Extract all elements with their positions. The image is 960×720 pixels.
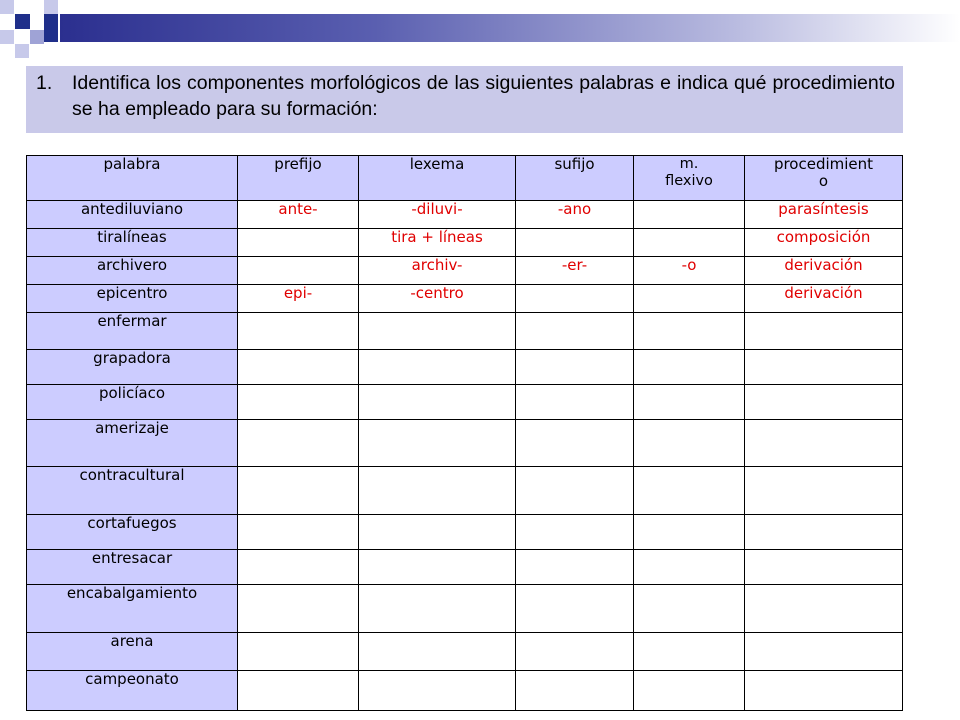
cell-word: epicentro — [27, 285, 238, 313]
cell-m-flexivo — [634, 515, 745, 550]
cell-lexema — [359, 313, 516, 350]
cell-lexema — [359, 585, 516, 633]
cell-m-flexivo — [634, 385, 745, 420]
cell-word: archivero — [27, 257, 238, 285]
cell-word: entresacar — [27, 550, 238, 585]
cell-lexema — [359, 550, 516, 585]
cell-sufijo — [516, 515, 634, 550]
cell-procedimiento: parasíntesis — [745, 201, 903, 229]
header-procedimiento-line2: o — [818, 172, 829, 190]
cell-prefijo — [238, 257, 359, 285]
cell-sufijo — [516, 285, 634, 313]
table-row — [27, 201, 903, 229]
cell-prefijo — [238, 585, 359, 633]
cell-sufijo — [516, 313, 634, 350]
cell-word: cortafuegos — [27, 515, 238, 550]
header-m-flexivo-line2: flexivo — [665, 173, 713, 189]
cell-procedimiento: composición — [745, 229, 903, 257]
cell-m-flexivo: -o — [634, 257, 745, 285]
cell-sufijo — [516, 633, 634, 671]
cell-word: enfermar — [27, 313, 238, 350]
instruction-text: Identifica los componentes morfológicos de las siguientes palabras e indica qué procedimiento se ha empleado para su formación: — [72, 72, 895, 120]
cell-lexema: -diluvi- — [359, 201, 516, 229]
cell-m-flexivo — [634, 285, 745, 313]
cell-word: amerizaje — [27, 420, 238, 467]
cell-prefijo — [238, 350, 359, 385]
table-row — [27, 585, 903, 633]
cell-sufijo: -ano — [516, 201, 634, 229]
cell-prefijo — [238, 313, 359, 350]
cell-m-flexivo — [634, 350, 745, 385]
cell-procedimiento — [745, 313, 903, 350]
cell-sufijo — [516, 671, 634, 711]
table-header-row — [27, 156, 903, 201]
table-row — [27, 550, 903, 585]
table-row — [27, 633, 903, 671]
cell-m-flexivo — [634, 201, 745, 229]
header-procedimiento — [745, 156, 903, 201]
table-row — [27, 515, 903, 550]
header-palabra: palabra — [27, 156, 238, 201]
cell-procedimiento — [745, 350, 903, 385]
cell-lexema — [359, 385, 516, 420]
cell-lexema — [359, 515, 516, 550]
cell-word: policíaco — [27, 385, 238, 420]
header-m-flexivo-line1: m. — [679, 156, 699, 172]
cell-m-flexivo — [634, 671, 745, 711]
deco-square-dark — [44, 14, 58, 42]
deco-square-mid — [30, 30, 44, 44]
deco-square-light — [15, 44, 29, 58]
cell-procedimiento — [745, 420, 903, 467]
table-row — [27, 671, 903, 711]
deco-square-light — [0, 0, 14, 14]
cell-procedimiento — [745, 467, 903, 515]
cell-prefijo — [238, 671, 359, 711]
cell-lexema — [359, 350, 516, 385]
table-row — [27, 229, 903, 257]
cell-m-flexivo — [634, 585, 745, 633]
cell-sufijo — [516, 467, 634, 515]
morphology-table — [26, 155, 903, 711]
cell-word: tiralíneas — [27, 229, 238, 257]
cell-prefijo — [238, 385, 359, 420]
cell-word: encabalgamiento — [27, 585, 238, 633]
cell-prefijo — [238, 229, 359, 257]
cell-procedimiento — [745, 633, 903, 671]
header-m-flexivo — [634, 156, 745, 201]
cell-prefijo — [238, 550, 359, 585]
table-row — [27, 350, 903, 385]
cell-m-flexivo — [634, 420, 745, 467]
cell-lexema — [359, 420, 516, 467]
cell-word: contracultural — [27, 467, 238, 515]
cell-m-flexivo — [634, 229, 745, 257]
cell-procedimiento: derivación — [745, 285, 903, 313]
table-row — [27, 313, 903, 350]
cell-procedimiento — [745, 515, 903, 550]
cell-m-flexivo — [634, 467, 745, 515]
table-row — [27, 257, 903, 285]
cell-prefijo — [238, 467, 359, 515]
cell-m-flexivo — [634, 550, 745, 585]
deco-square-light — [44, 0, 58, 14]
header-procedimiento-line1: procedimient — [773, 155, 874, 173]
instruction-number: 1. — [36, 72, 53, 94]
cell-sufijo — [516, 385, 634, 420]
cell-prefijo: epi- — [238, 285, 359, 313]
cell-m-flexivo — [634, 633, 745, 671]
cell-prefijo — [238, 420, 359, 467]
cell-word: antediluviano — [27, 201, 238, 229]
cell-lexema: archiv- — [359, 257, 516, 285]
cell-lexema: -centro — [359, 285, 516, 313]
cell-word: arena — [27, 633, 238, 671]
header-prefijo: prefijo — [238, 156, 359, 201]
cell-lexema — [359, 467, 516, 515]
deco-square-dark — [15, 14, 30, 29]
table-row — [27, 467, 903, 515]
cell-m-flexivo — [634, 313, 745, 350]
table-row — [27, 420, 903, 467]
cell-procedimiento — [745, 385, 903, 420]
header-sufijo: sufijo — [516, 156, 634, 201]
header-gradient-bar — [60, 14, 960, 42]
table-row — [27, 385, 903, 420]
cell-prefijo — [238, 515, 359, 550]
instruction-box — [26, 66, 903, 133]
deco-square-mid — [0, 30, 14, 44]
cell-lexema: tira + líneas — [359, 229, 516, 257]
cell-procedimiento — [745, 550, 903, 585]
cell-prefijo — [238, 633, 359, 671]
cell-sufijo: -er- — [516, 257, 634, 285]
cell-sufijo — [516, 420, 634, 467]
cell-word: campeonato — [27, 671, 238, 711]
table-body — [27, 201, 903, 711]
cell-sufijo — [516, 585, 634, 633]
cell-procedimiento — [745, 671, 903, 711]
cell-lexema — [359, 633, 516, 671]
header-lexema: lexema — [359, 156, 516, 201]
cell-sufijo — [516, 229, 634, 257]
cell-prefijo: ante- — [238, 201, 359, 229]
cell-procedimiento: derivación — [745, 257, 903, 285]
table-row — [27, 285, 903, 313]
cell-lexema — [359, 671, 516, 711]
cell-sufijo — [516, 350, 634, 385]
cell-sufijo — [516, 550, 634, 585]
cell-procedimiento — [745, 585, 903, 633]
cell-word: grapadora — [27, 350, 238, 385]
